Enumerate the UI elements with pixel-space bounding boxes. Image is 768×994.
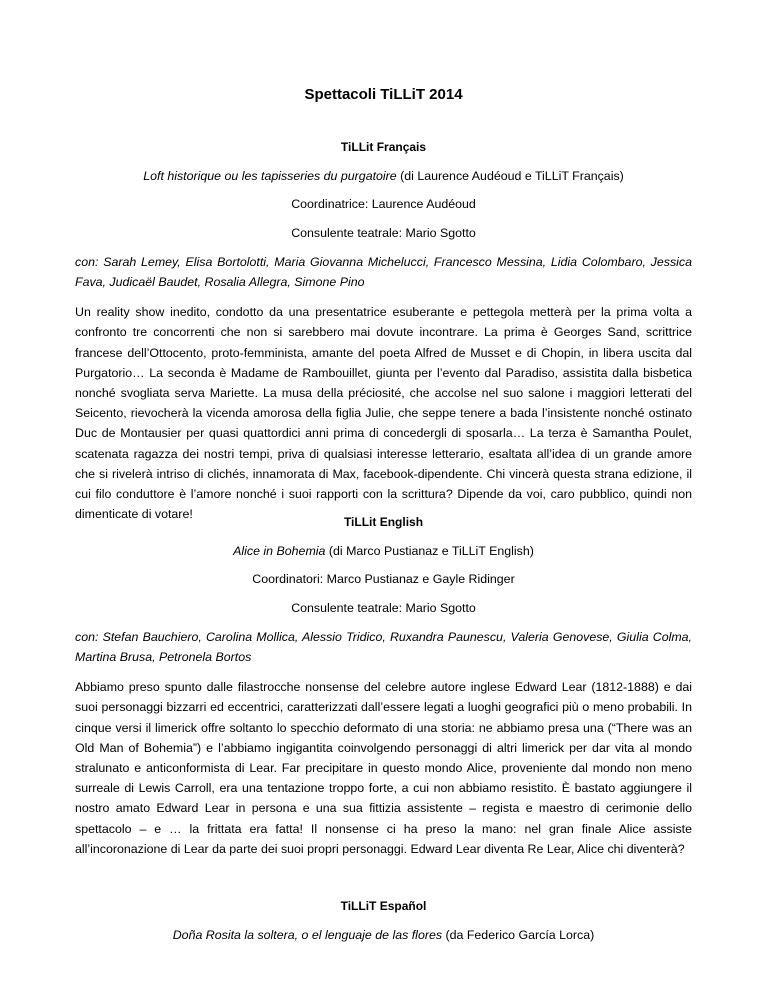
coordinator-line: Coordinatrice: Laurence Audéoud [291,197,476,212]
section-heading: TiLLit Français [340,140,427,154]
show-credit: (di Marco Pustianaz e TiLLiT English) [325,543,534,558]
show-line [75,541,692,561]
cast-list: con: Sarah Lemey, Elisa Bortolotti, Maria Giovanna Michelucci, Francesco Messina, Lidia Colombaro, Jessica Fava, Judicaël Baudet, Rosalia Allegra, Simone Pino [75,254,692,290]
show-credit: (di Laurence Audéoud e TiLLiT Français) [396,168,624,183]
section-heading: TiLLiT Español [340,899,427,913]
show-line [75,925,692,945]
cast-list: con: Stefan Bauchiero, Carolina Mollica, Alessio Tridico, Ruxandra Paunescu, Valeria Genovese, Giulia Colma, Martina Brusa, Petronela Bortos [75,629,692,665]
show-description: Un reality show inedito, condotto da una presentatrice esuberante e pettegola metterà per la prima volta a confronto tre concorrenti che non si sarebbero mai dovute incontrare. La prima è Georges Sand, scrittrice francese dell’Ottocento, proto-femminista, amante del poeta Alfred de Musset e di Chopin, in libera uscita dal Purgatorio… La seconda è Madame de Rambouillet, giunta per l’evento dal Paradiso, assistita dalla bisbetica nonché svogliata serva Mariette. La musa della préciosité, che accolse nel suo salone i maggiori letterati del Seicento, rievocherà la vicenda amorosa della figlia Julie, che seppe tenere a bada l’insistente nonché ostinato Duc de Montausier per quasi quattordici anni prima di concedergli di sposarla… La terza è Samantha Poulet, scatenata ragazza dei nostri tempi, priva di qualsiasi interesse letterario, esaltata all’idea di un grande amore che si rivelerà intriso di clichés, innamorata di Max, facebook-dipendente. Chi vincerà questa strana edizione, il cui filo conduttore è l’amore nonché i suoi rapporti con la scrittura? Dipende da voi, caro pubblico, quindi non dimenticate di votare! [75,305,692,522]
show-title: Loft historique ou les tapisseries du purgatoire [143,168,397,183]
show-title: Doña Rosita la soltera, o el lenguaje de las flores [172,927,443,942]
document-title: Spettacoli TiLLiT 2014 [304,86,463,103]
coordinator-line: Coordinatori: Marco Pustianaz e Gayle Ridinger [252,572,515,587]
section-english [75,512,692,859]
show-line [75,166,692,186]
show-description: Abbiamo preso spunto dalle filastrocche nonsense del celebre autore inglese Edward Lear (1812-1888) e dai suoi personaggi bizzarri ed eccentrici, caratterizzati dall’essere legati a luoghi geografici più o meno probabili. In cinque versi il limerick offre soltanto lo specchio deformato di una storia: ne abbiamo presa una (“There was an Old Man of Bohemia”) e l’abbiamo ingigantita coinvolgendo personaggi di altri limerick per dar vita al mondo stralunato e anticonformista di Lear. Far precipitare in questo mondo Alice, proveniente dal mondo non meno surreale di Lewis Carroll, era una tentazione troppo forte, a cui non abbiamo resistito. È bastato aggiungere il nostro amato Edward Lear in persona e una sua fittizia assistente – regista e maestro di cerimonie dello spettacolo – e … la frittata era fatta! Il nonsense ci ha preso la mano: nel gran finale Alice assiste all’incoronazione di Lear da parte dei suoi propri personaggi. Edward Lear diventa Re Lear, Alice chi diventerà? [75,680,692,856]
show-title: Alice in Bohemia [233,543,326,558]
section-spanish [75,896,692,945]
consultant-line: Consulente teatrale: Mario Sgotto [291,226,476,241]
section-heading: TiLLit English [343,515,424,529]
consultant-line: Consulente teatrale: Mario Sgotto [291,601,476,616]
show-credit: (da Federico García Lorca) [442,927,595,942]
section-french [75,137,692,524]
